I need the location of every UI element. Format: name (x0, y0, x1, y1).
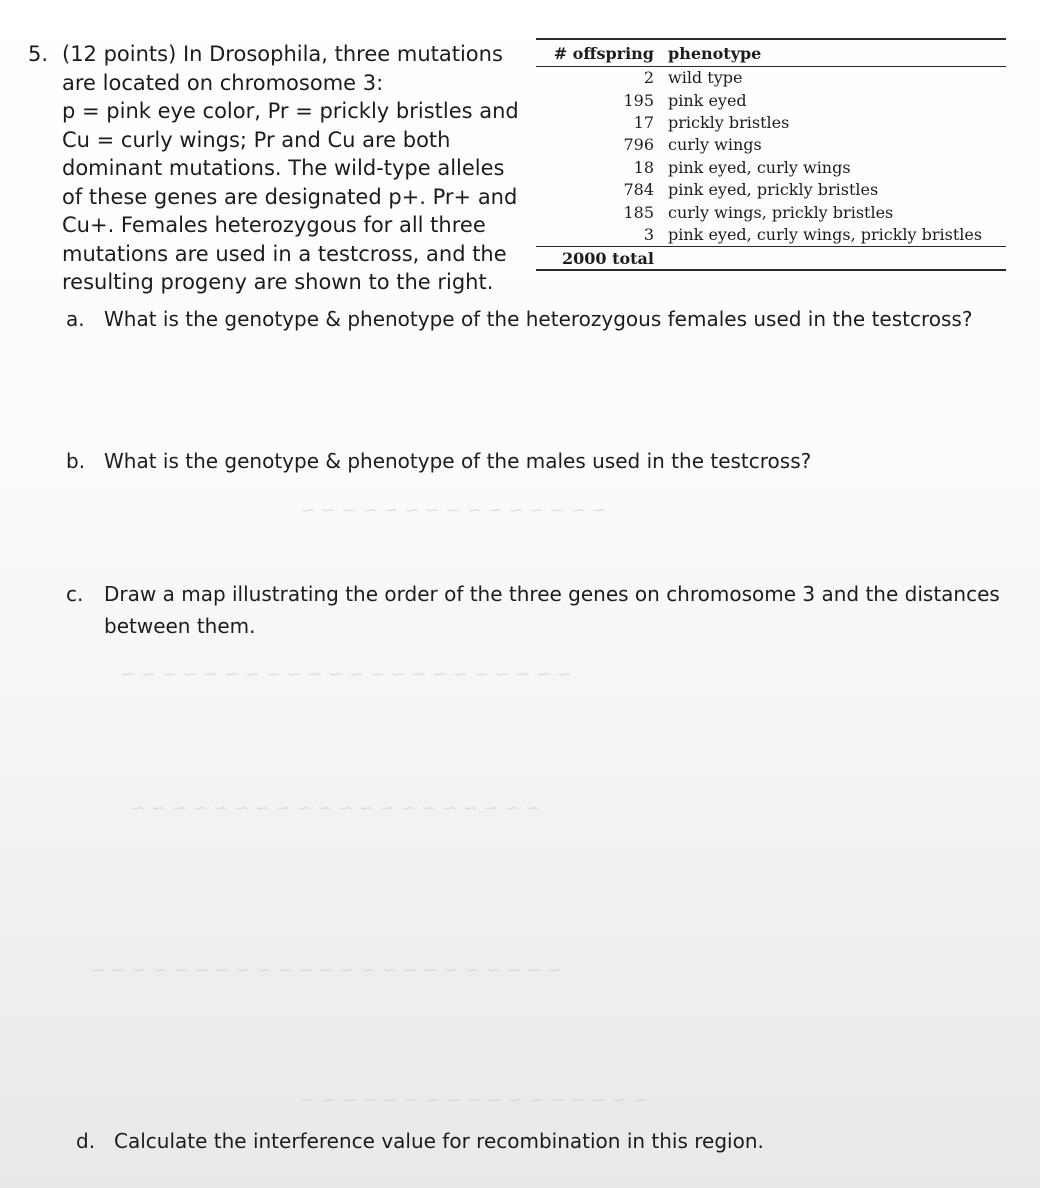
bleed-through-text: ~ ~ ~ ~ ~ ~ ~ ~ ~ ~ ~ ~ ~ ~ ~ ~ ~ ~ ~ ~ ~ ~ (120, 664, 572, 685)
bleed-through-text: ~ ~ ~ ~ ~ ~ ~ ~ ~ ~ ~ ~ ~ ~ ~ ~ ~ ~ ~ ~ (130, 798, 541, 819)
table-body (536, 67, 1006, 246)
question-text-line: are located on chromosome 3: (62, 70, 384, 95)
header-count: # offspring (553, 43, 654, 63)
subquestion-d-letter: d. (76, 1129, 96, 1153)
bleed-through-text: ~ ~ ~ ~ ~ ~ ~ ~ ~ ~ ~ ~ ~ ~ ~ ~ ~ (300, 1090, 648, 1111)
offspring-count: 18 (633, 157, 654, 177)
bleed-through-text: ~ ~ ~ ~ ~ ~ ~ ~ ~ ~ ~ ~ ~ ~ ~ (300, 500, 607, 521)
subquestion-a-text: What is the genotype & phenotype of the heterozygous females used in the testcross? (104, 307, 973, 331)
question-line-1 (28, 40, 508, 69)
table-total: 2000 total (562, 248, 654, 268)
phenotype-label: wild type (668, 68, 743, 88)
offspring-count: 3 (643, 224, 654, 244)
table-row (536, 89, 1006, 111)
subquestion-c-text-line1: Draw a map illustrating the order of the three genes on chromosome 3 and the distances (104, 582, 1000, 606)
phenotype-label: pink eyed, prickly bristles (668, 180, 879, 200)
offspring-count: 2 (643, 68, 654, 88)
offspring-table (536, 38, 1006, 271)
phenotype-label: pink eyed, curly wings (668, 157, 851, 177)
table-footer (536, 247, 1006, 269)
subquestion-a (66, 302, 972, 336)
offspring-count: 195 (623, 90, 654, 110)
question-number: 5. (28, 42, 49, 66)
offspring-count: 185 (623, 202, 654, 222)
phenotype-label: pink eyed, curly wings, prickly bristles (668, 224, 983, 244)
subquestion-d-text: Calculate the interference value for recombination in this region. (114, 1129, 764, 1153)
subquestion-c-letter: c. (66, 582, 84, 606)
phenotype-label: prickly bristles (668, 112, 790, 132)
bleed-through-text: ~ ~ ~ ~ ~ ~ ~ ~ ~ ~ ~ ~ ~ ~ ~ ~ ~ ~ ~ ~ ~ ~ ~ (90, 960, 563, 981)
question-text-line: dominant mutations. The wild-type alleles (62, 156, 505, 180)
table-row (536, 134, 1006, 156)
table-row (536, 179, 1006, 201)
subquestion-b-letter: b. (66, 449, 86, 473)
subquestion-b (66, 444, 811, 478)
table-bottom-rule (536, 269, 1006, 271)
subquestion-d (76, 1124, 764, 1158)
offspring-count: 784 (623, 180, 654, 200)
question-text-line: of these genes are designated p+. Pr+ and (62, 184, 518, 209)
header-fragment-right (1014, 0, 1026, 6)
header-phenotype: phenotype (668, 43, 762, 63)
question-text-line: Cu+. Females heterozygous for all three (62, 213, 486, 237)
question-text-line: p = pink eye color, Pr = prickly bristles and (62, 99, 519, 123)
question-text-line: Cu = curly wings; Pr and Cu are both (62, 127, 451, 152)
offspring-count: 796 (623, 135, 654, 155)
question-text-line: (12 points) In Drosophila, three mutations (62, 42, 503, 66)
subquestion-a-letter: a. (66, 307, 85, 331)
table-row (536, 224, 1006, 246)
subquestion-c-text-line2: between them. (104, 614, 256, 638)
table-row (536, 201, 1006, 223)
phenotype-label: curly wings (668, 135, 762, 155)
question-text-line: mutations are used in a testcross, and the (62, 241, 507, 266)
subquestion-b-text: What is the genotype & phenotype of the males used in the testcross? (104, 449, 812, 473)
table-row (536, 157, 1006, 179)
offspring-count: 17 (633, 112, 654, 132)
phenotype-label: curly wings, prickly bristles (668, 202, 894, 222)
subquestion-c (66, 578, 1000, 642)
table-row (536, 112, 1006, 134)
table-header (536, 40, 1006, 66)
question-5-text (28, 40, 519, 297)
table-row (536, 67, 1006, 89)
phenotype-label: pink eyed (668, 90, 747, 110)
question-text-line: resulting progeny are shown to the right. (62, 270, 494, 294)
header-fragment-left (24, 0, 54, 6)
